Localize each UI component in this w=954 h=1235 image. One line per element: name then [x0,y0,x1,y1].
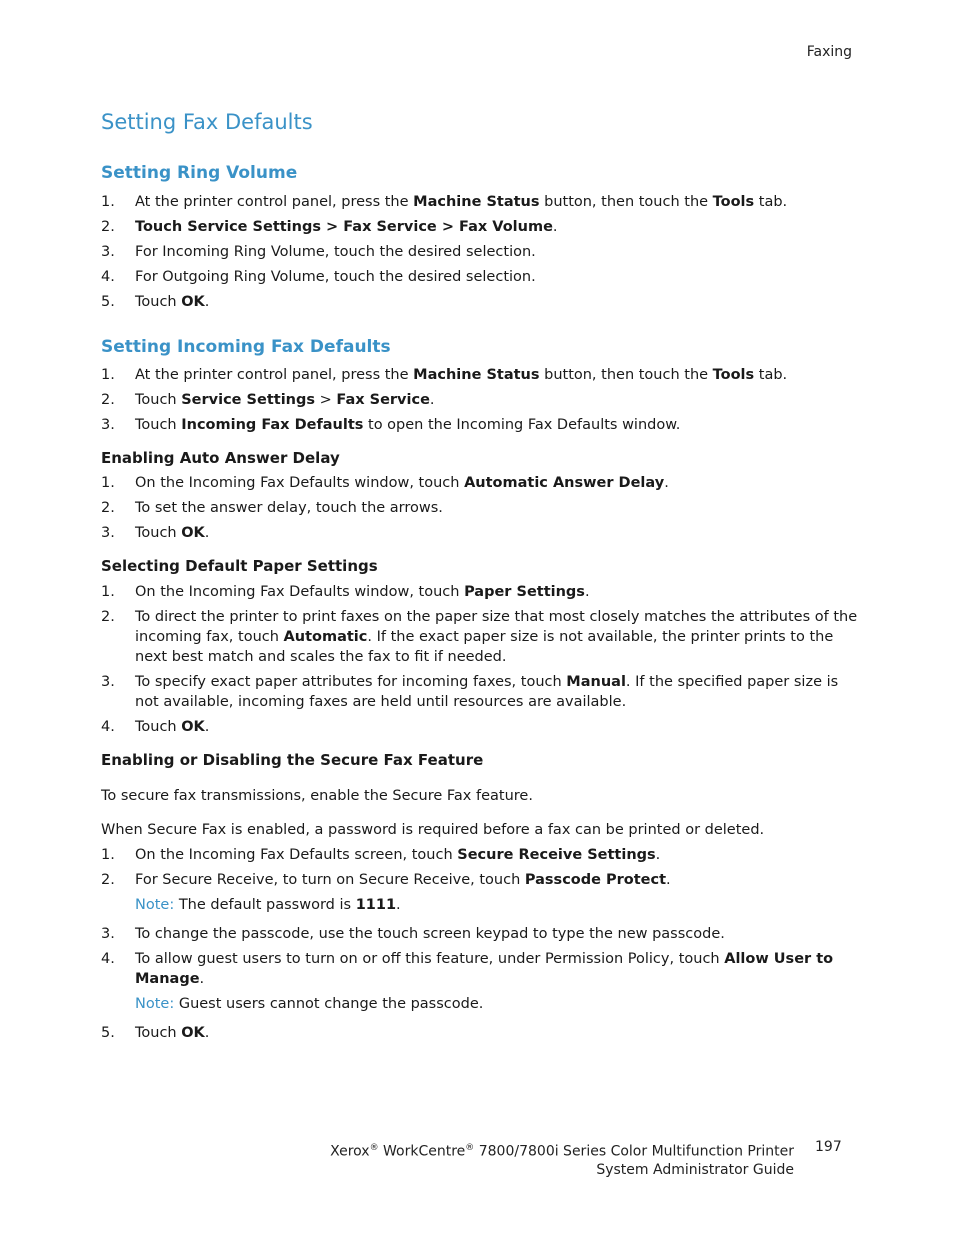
note-guest-users: Note: Guest users cannot change the passcode. [135,996,484,1013]
list-item: 2. Touch Service Settings > Fax Service > Fax Volume. [101,218,558,235]
footer-product-line: Xerox® WorkCentre® 7800/7800i Series Color Multifunction Printer [330,1143,794,1160]
list-item: 4. Touch OK. [101,718,210,735]
list-item: 3. To specify exact paper attributes for incoming faxes, touch Manual. If the specified paper size is not available, incoming faxes are held until resources are available. [101,673,839,710]
list-item: 1. On the Incoming Fax Defaults screen, touch Secure Receive Settings. [101,847,661,864]
list-item: 2. Touch Service Settings > Fax Service. [101,391,435,408]
note-default-password: Note: The default password is 1111. [135,897,401,914]
heading-ring-volume: Setting Ring Volume [101,163,298,184]
heading-default-paper-settings: Selecting Default Paper Settings [101,557,378,576]
heading-auto-answer-delay: Enabling Auto Answer Delay [101,448,340,467]
list-item: 4. To allow guest users to turn on or off this feature, under Permission Policy, touch Allow User to Manage. [101,951,834,988]
list-item: 3. For Incoming Ring Volume, touch the desired selection. [101,243,536,260]
paper-settings-steps [101,582,861,737]
running-header: Faxing [806,44,852,60]
footer-guide-title: System Administrator Guide [596,1161,794,1178]
list-item: 1. On the Incoming Fax Defaults window, touch Paper Settings. [101,583,590,600]
secure-fax-steps-final [101,1023,861,1043]
page-title: Setting Fax Defaults [101,110,313,134]
list-item: 3. Touch Incoming Fax Defaults to open the Incoming Fax Defaults window. [101,416,681,433]
secure-fax-steps [101,845,861,890]
ring-volume-steps [101,192,861,312]
auto-answer-steps [101,473,861,543]
list-item: 1. At the printer control panel, press the Machine Status button, then touch the Tools tab. [101,193,788,210]
list-item: 5. Touch OK. [101,293,210,310]
secure-fax-steps-continued [101,924,861,989]
incoming-defaults-steps [101,365,861,435]
list-item: 4. For Outgoing Ring Volume, touch the desired selection. [101,268,536,285]
heading-incoming-fax-defaults: Setting Incoming Fax Defaults [101,336,391,357]
list-item: 5. Touch OK. [101,1025,210,1042]
list-item: 3. Touch OK. [101,525,210,542]
page-footer [330,1139,794,1179]
heading-secure-fax: Enabling or Disabling the Secure Fax Feature [101,750,484,769]
list-item: 2. To set the answer delay, touch the arrows. [101,500,443,517]
page-content [101,110,861,1048]
secure-fax-intro: To secure fax transmissions, enable the Secure Fax feature. [101,788,533,805]
list-item: 3. To change the passcode, use the touch screen keypad to type the new passcode. [101,926,725,943]
list-item: 2. For Secure Receive, to turn on Secure Receive, touch Passcode Protect. [101,872,671,889]
secure-fax-description: When Secure Fax is enabled, a password is required before a fax can be printed or deleted. [101,822,765,839]
list-item: 1. At the printer control panel, press the Machine Status button, then touch the Tools tab. [101,366,788,383]
list-item: 1. On the Incoming Fax Defaults window, touch Automatic Answer Delay. [101,475,669,492]
list-item: 2. To direct the printer to print faxes on the paper size that most closely matches the attributes of the incoming fax, touch Automatic. If the exact paper size is not available, the printer prints to the next best match and scales the fax to fit if needed. [101,608,858,665]
page-number: 197 [815,1139,842,1155]
